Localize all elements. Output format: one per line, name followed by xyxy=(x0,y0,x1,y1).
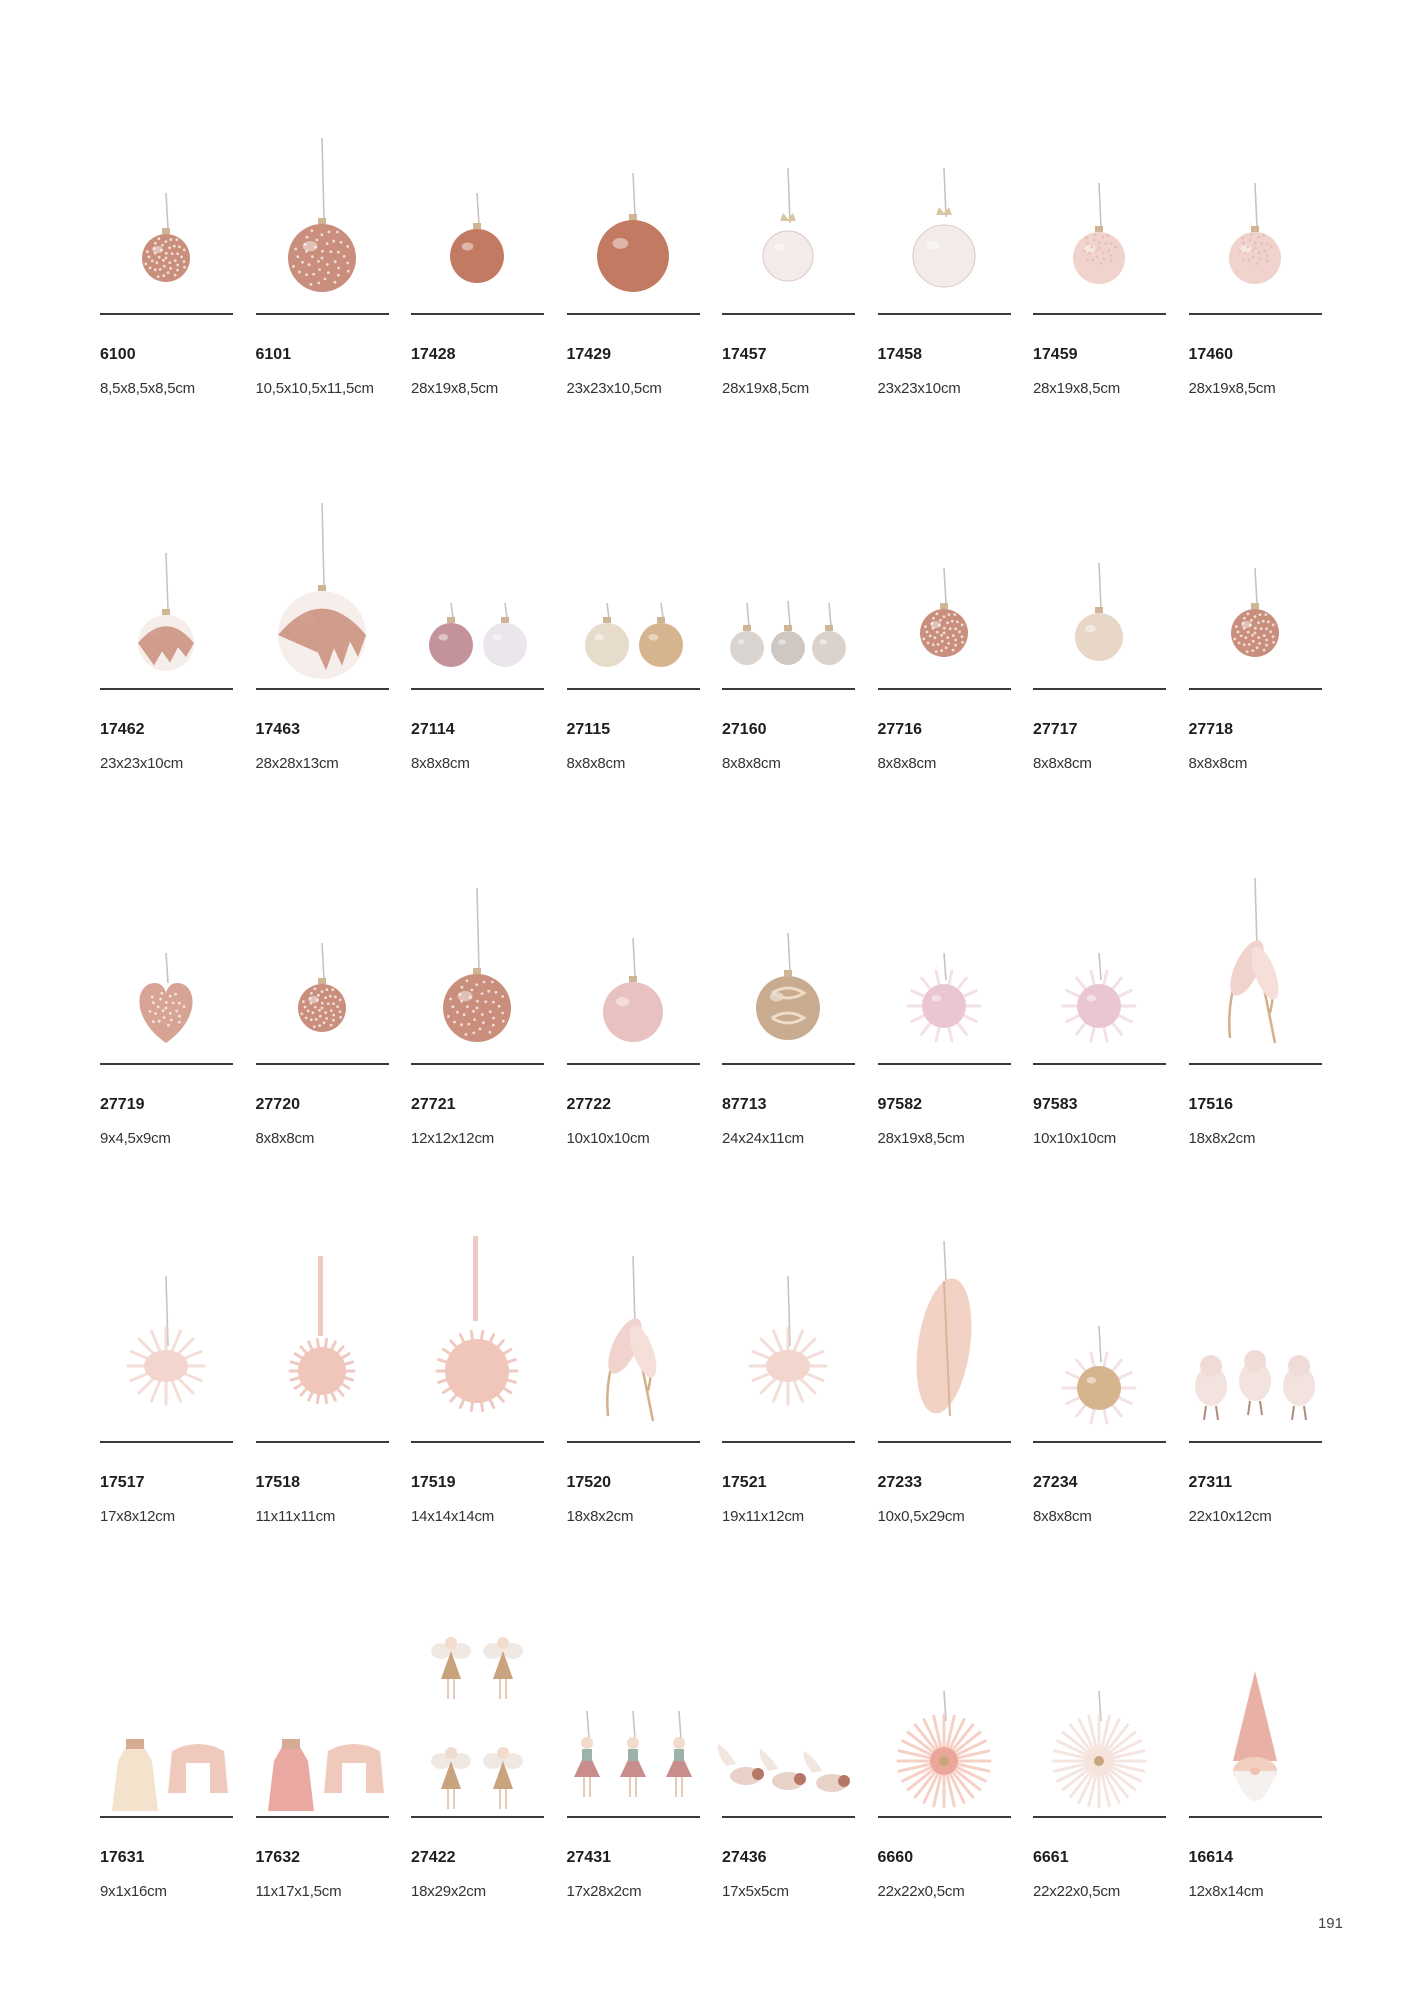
velvet-bauble-icon xyxy=(411,108,544,313)
bird-figurines-icon xyxy=(1189,1236,1322,1441)
product-code: 27115 xyxy=(566,721,611,738)
product-dimensions: 8x8x8cm xyxy=(1188,755,1248,772)
divider xyxy=(100,313,233,315)
product-card xyxy=(722,1236,855,1611)
divider xyxy=(722,313,855,315)
product-code: 17517 xyxy=(100,1474,145,1491)
divider xyxy=(256,688,389,690)
product-card xyxy=(722,483,855,858)
dress-jacket-icon xyxy=(256,1611,389,1816)
product-dimensions: 10x10x10cm xyxy=(566,1130,650,1147)
feather-bird-icon xyxy=(100,1236,233,1441)
product-dimensions: 12x12x12cm xyxy=(411,1130,495,1147)
product-dimensions: 9x4,5x9cm xyxy=(100,1130,171,1147)
product-card xyxy=(256,1236,389,1611)
product-dimensions: 28x19x8,5cm xyxy=(722,380,810,397)
product-card xyxy=(256,108,389,483)
bauble-pair-icon xyxy=(567,483,700,688)
divider xyxy=(1189,1816,1322,1818)
divider xyxy=(567,313,700,315)
product-dimensions: 8x8x8cm xyxy=(255,1130,315,1147)
feather-star-icon xyxy=(1033,1611,1166,1816)
feather-ball-icon xyxy=(411,1236,544,1441)
product-code: 27234 xyxy=(1033,1474,1078,1491)
product-code: 27311 xyxy=(1188,1474,1233,1491)
product-dimensions: 22x22x0,5cm xyxy=(1033,1883,1121,1900)
product-dimensions: 28x28x13cm xyxy=(255,755,339,772)
product-dimensions: 23x23x10cm xyxy=(877,380,961,397)
product-dimensions: 10x10x10cm xyxy=(1033,1130,1117,1147)
feather-bird-icon xyxy=(722,1236,855,1441)
product-dimensions: 28x19x8,5cm xyxy=(411,380,499,397)
product-dimensions: 24x24x11cm xyxy=(722,1130,804,1147)
glass-bauble-icon xyxy=(1033,483,1166,688)
product-code: 17521 xyxy=(722,1474,767,1491)
divider xyxy=(567,1816,700,1818)
divider xyxy=(411,1063,544,1065)
product-card xyxy=(100,858,233,1233)
ballerina-dolls-icon xyxy=(567,1611,700,1816)
divider xyxy=(1189,1063,1322,1065)
feather-bauble-icon xyxy=(878,858,1011,1063)
product-card xyxy=(878,483,1011,858)
product-card xyxy=(1189,858,1322,1233)
divider xyxy=(1033,1063,1166,1065)
icicle-bauble-icon xyxy=(100,483,233,688)
product-code: 27160 xyxy=(722,721,767,738)
product-card xyxy=(256,1611,389,1986)
divider xyxy=(256,1816,389,1818)
bauble-trio-icon xyxy=(722,483,855,688)
feather-bauble-icon xyxy=(1033,858,1166,1063)
product-card xyxy=(1189,1236,1322,1611)
product-code: 17428 xyxy=(411,346,456,363)
product-dimensions: 17x28x2cm xyxy=(566,1883,642,1900)
divider xyxy=(722,1816,855,1818)
divider xyxy=(411,1816,544,1818)
product-card xyxy=(1033,1236,1166,1611)
divider xyxy=(1189,313,1322,315)
product-code: 6660 xyxy=(877,1849,914,1866)
divider xyxy=(722,1063,855,1065)
glitter-bauble-icon xyxy=(100,108,233,313)
product-code: 17459 xyxy=(1033,346,1078,363)
product-card xyxy=(411,108,544,483)
product-dimensions: 10,5x10,5x11,5cm xyxy=(255,380,374,397)
divider xyxy=(567,1441,700,1443)
product-code: 27719 xyxy=(100,1096,145,1113)
product-card xyxy=(567,108,700,483)
product-card xyxy=(411,1236,544,1611)
product-dimensions: 17x8x12cm xyxy=(100,1508,175,1525)
product-code: 27114 xyxy=(411,721,455,738)
divider xyxy=(1189,688,1322,690)
product-code: 17457 xyxy=(722,346,767,363)
divider xyxy=(878,1441,1011,1443)
product-code: 17518 xyxy=(255,1474,300,1491)
product-dimensions: 8x8x8cm xyxy=(1033,755,1092,772)
clip-birds-icon xyxy=(722,1611,855,1816)
product-code: 6661 xyxy=(1033,1849,1069,1866)
patterned-bauble-icon xyxy=(722,858,855,1063)
product-dimensions: 8x8x8cm xyxy=(722,755,781,772)
product-card xyxy=(256,858,389,1233)
product-card xyxy=(100,483,233,858)
glass-bauble-crown-icon xyxy=(722,108,855,313)
product-code: 27233 xyxy=(877,1474,922,1491)
single-feather-icon xyxy=(878,1236,1011,1441)
divider xyxy=(411,688,544,690)
product-card xyxy=(878,1236,1011,1611)
product-code: 17462 xyxy=(100,721,145,738)
product-code: 27716 xyxy=(877,721,922,738)
glitter-bauble-icon xyxy=(878,483,1011,688)
product-dimensions: 22x10x12cm xyxy=(1188,1508,1272,1525)
product-card xyxy=(722,858,855,1233)
product-code: 97583 xyxy=(1033,1096,1078,1113)
product-code: 27422 xyxy=(411,1849,456,1866)
product-code: 27722 xyxy=(566,1096,611,1113)
product-dimensions: 8x8x8cm xyxy=(877,755,937,772)
product-row xyxy=(100,1611,1340,1986)
divider xyxy=(100,1816,233,1818)
heart-ornament-icon xyxy=(100,858,233,1063)
product-dimensions: 12x8x14cm xyxy=(1188,1883,1264,1900)
glass-bauble-icon xyxy=(567,858,700,1063)
product-code: 27718 xyxy=(1188,721,1233,738)
product-dimensions: 17x5x5cm xyxy=(722,1883,789,1900)
icicle-bauble-icon xyxy=(256,483,389,688)
product-code: 17460 xyxy=(1188,346,1233,363)
product-dimensions: 8x8x8cm xyxy=(411,755,470,772)
product-card xyxy=(1189,483,1322,858)
feather-spray-icon xyxy=(567,1236,700,1441)
divider xyxy=(878,1816,1011,1818)
divider xyxy=(1033,1441,1166,1443)
product-dimensions: 23x23x10cm xyxy=(100,755,184,772)
product-code: 97582 xyxy=(877,1096,922,1113)
product-dimensions: 8x8x8cm xyxy=(566,755,626,772)
product-code: 27431 xyxy=(566,1849,611,1866)
product-dimensions: 9x1x16cm xyxy=(100,1883,167,1900)
divider xyxy=(100,1063,233,1065)
product-code: 17458 xyxy=(877,346,922,363)
product-dimensions: 23x23x10,5cm xyxy=(566,380,662,397)
product-card xyxy=(1033,483,1166,858)
product-code: 17463 xyxy=(255,721,300,738)
feather-ball-icon xyxy=(256,1236,389,1441)
product-code: 87713 xyxy=(722,1096,767,1113)
product-dimensions: 18x8x2cm xyxy=(1188,1130,1256,1147)
product-code: 17520 xyxy=(566,1474,611,1491)
divider xyxy=(878,313,1011,315)
divider xyxy=(878,688,1011,690)
divider xyxy=(256,313,389,315)
product-card xyxy=(567,1611,700,1986)
product-card xyxy=(100,108,233,483)
divider xyxy=(411,313,544,315)
product-row xyxy=(100,108,1340,483)
product-code: 27436 xyxy=(722,1849,767,1866)
product-dimensions: 18x8x2cm xyxy=(566,1508,634,1525)
product-row xyxy=(100,858,1340,1233)
product-card xyxy=(411,483,544,858)
divider xyxy=(411,1441,544,1443)
beaded-bauble-icon xyxy=(1189,108,1322,313)
divider xyxy=(722,688,855,690)
bauble-pair-icon xyxy=(411,483,544,688)
product-card xyxy=(878,1611,1011,1986)
divider xyxy=(722,1441,855,1443)
page-number: 191 xyxy=(1317,1915,1343,1932)
product-dimensions: 10x0,5x29cm xyxy=(877,1508,965,1525)
product-card xyxy=(256,483,389,858)
divider xyxy=(1189,1441,1322,1443)
product-card xyxy=(100,1611,233,1986)
product-card xyxy=(1189,1611,1322,1986)
product-row xyxy=(100,1236,1340,1611)
product-dimensions: 28x19x8,5cm xyxy=(877,1130,965,1147)
product-dimensions: 14x14x14cm xyxy=(411,1508,495,1525)
gnome-icon xyxy=(1189,1611,1322,1816)
product-card xyxy=(1189,108,1322,483)
divider xyxy=(1033,1816,1166,1818)
product-code: 6101 xyxy=(255,346,292,363)
product-card xyxy=(567,858,700,1233)
product-card xyxy=(411,858,544,1233)
product-row xyxy=(100,483,1340,858)
product-dimensions: 28x19x8,5cm xyxy=(1033,380,1121,397)
feather-bauble-icon xyxy=(1033,1236,1166,1441)
product-card xyxy=(1033,858,1166,1233)
divider xyxy=(567,1063,700,1065)
product-code: 17516 xyxy=(1188,1096,1233,1113)
product-card xyxy=(1033,108,1166,483)
product-dimensions: 11x17x1,5cm xyxy=(255,1883,342,1900)
product-dimensions: 19x11x12cm xyxy=(722,1508,804,1525)
product-dimensions: 22x22x0,5cm xyxy=(877,1883,965,1900)
divider xyxy=(100,688,233,690)
product-card xyxy=(567,1236,700,1611)
product-dimensions: 8,5x8,5x8,5cm xyxy=(100,380,195,397)
glitter-bauble-icon xyxy=(1189,483,1322,688)
feather-spray-icon xyxy=(1189,858,1322,1063)
divider xyxy=(1033,313,1166,315)
product-code: 6100 xyxy=(100,346,136,363)
product-code: 27721 xyxy=(411,1096,456,1113)
product-code: 17519 xyxy=(411,1474,456,1491)
product-code: 17631 xyxy=(100,1849,145,1866)
product-dimensions: 8x8x8cm xyxy=(1033,1508,1092,1525)
product-card xyxy=(878,858,1011,1233)
divider xyxy=(1033,688,1166,690)
dress-jacket-icon xyxy=(100,1611,233,1816)
product-card xyxy=(722,1611,855,1986)
fairy-dolls-icon xyxy=(411,1611,544,1816)
beaded-bauble-icon xyxy=(1033,108,1166,313)
product-dimensions: 18x29x2cm xyxy=(411,1883,486,1900)
product-card xyxy=(567,483,700,858)
product-code: 17429 xyxy=(566,346,611,363)
product-dimensions: 11x11x11cm xyxy=(255,1508,336,1525)
glitter-bauble-icon xyxy=(256,858,389,1063)
divider xyxy=(878,1063,1011,1065)
product-code: 17632 xyxy=(255,1849,300,1866)
glass-bauble-crown-icon xyxy=(878,108,1011,313)
product-card xyxy=(722,108,855,483)
product-card xyxy=(100,1236,233,1611)
product-card xyxy=(878,108,1011,483)
product-card xyxy=(1033,1611,1166,1986)
product-card xyxy=(411,1611,544,1986)
product-code: 27717 xyxy=(1033,721,1078,738)
velvet-bauble-icon xyxy=(567,108,700,313)
divider xyxy=(567,688,700,690)
glitter-bauble-icon xyxy=(256,108,389,313)
divider xyxy=(256,1441,389,1443)
divider xyxy=(256,1063,389,1065)
divider xyxy=(100,1441,233,1443)
feather-star-icon xyxy=(878,1611,1011,1816)
product-code: 27720 xyxy=(255,1096,300,1113)
product-code: 16614 xyxy=(1188,1849,1233,1866)
glitter-bauble-icon xyxy=(411,858,544,1063)
product-dimensions: 28x19x8,5cm xyxy=(1188,380,1276,397)
